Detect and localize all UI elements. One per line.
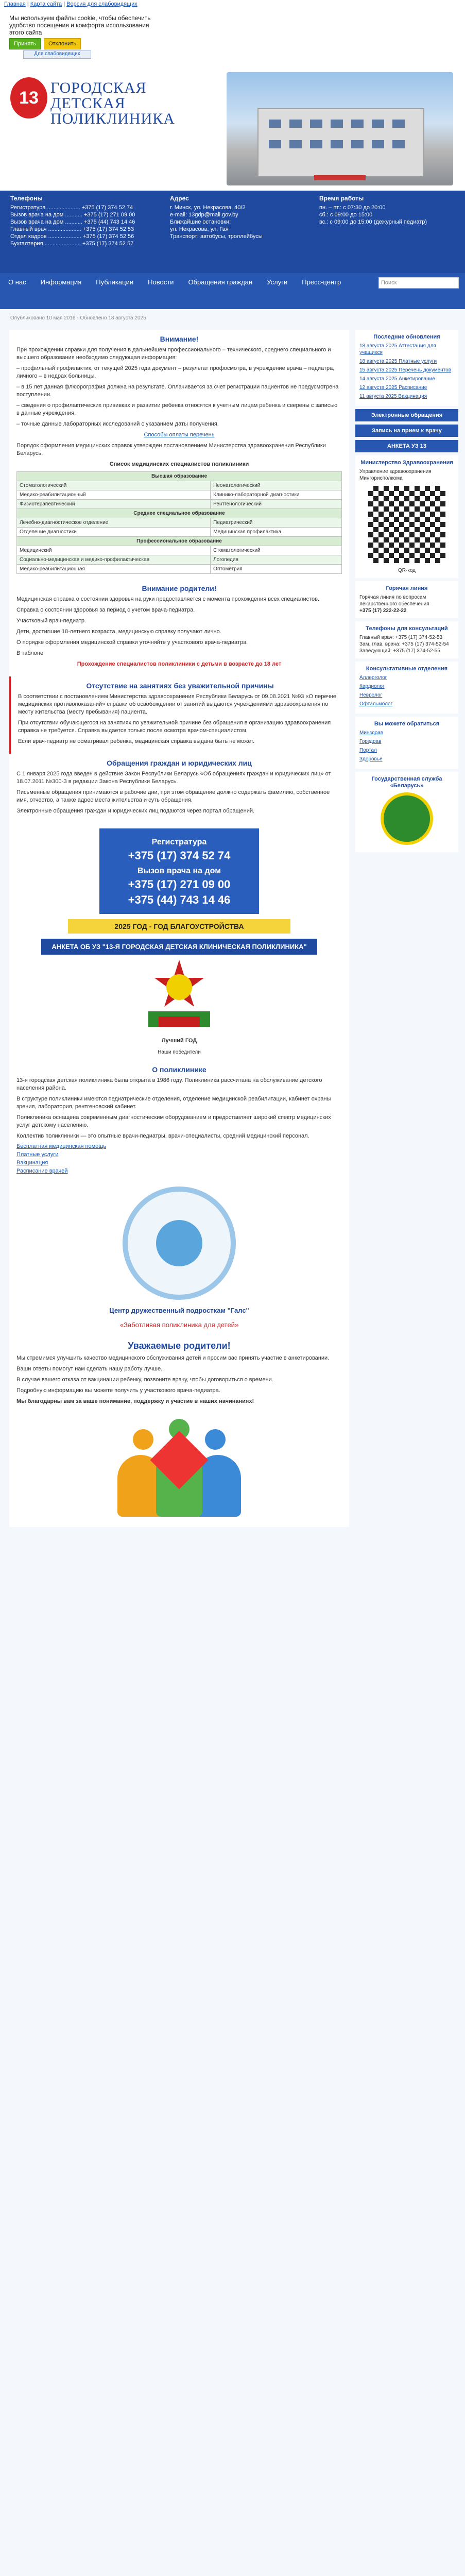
absence-paragraph: В соответствии с постановлением Министерства здравоохранения Республики Беларусь от 09.08.2021 №93 «О перечне медицинских противопоказаний» справки об освобождении от занятий выдаются учреждениями здравоохранения по месту жительства (месту пребывания) пациента. — [18, 693, 337, 715]
qr-label: QR-код — [398, 568, 416, 573]
hours-column — [319, 195, 458, 226]
doc-phone-line[interactable]: Заведующий: +375 (17) 374-52-55 — [359, 648, 440, 654]
attention-paragraph: – сведения о профилактических прививках и развитии ребенка относятся к учетным лицам ребенка и сверены с записью в данные учреждения. — [16, 402, 338, 416]
phones-column — [10, 195, 154, 247]
table-row — [17, 546, 342, 555]
registry-phone[interactable]: +375 (17) 374 52 74 — [128, 849, 231, 862]
low-vision-link[interactable]: Версия для слабовидящих — [66, 1, 137, 7]
attention2-paragraph: Участковый врач-педиатр. — [16, 618, 87, 624]
contact-info-bar — [0, 191, 465, 273]
history-paragraph: 13-я городская детская поликлиника была открыта в 1986 году. Поликлиника рассчитана на обслуживание детского населения района. — [16, 1077, 322, 1091]
history-title: О поликлинике — [152, 1065, 206, 1074]
table-row — [17, 537, 342, 546]
parents-closing: Мы благодарны вам за ваше понимание, поддержку и участие в наших начинаниях! — [16, 1398, 254, 1404]
hero-building-photo — [227, 72, 453, 185]
table-cell: Медико-реабилитационная — [17, 565, 211, 574]
home-call-label: Вызов врача на дом — [137, 867, 221, 875]
hotline-text: Горячая линия по вопросам лекарственного обеспечения — [359, 595, 429, 607]
survey-button[interactable]: АНКЕТА УЗ 13 — [355, 440, 458, 452]
news-item[interactable]: 18 августа 2025 Платные услуги — [359, 359, 437, 364]
table-row — [17, 509, 342, 518]
history-link[interactable]: Вакцинация — [16, 1160, 48, 1166]
news-item[interactable]: 14 августа 2025 Анкетирование — [359, 376, 435, 382]
attention2-paragraph: О порядке оформления медицинской справки уточняйте у участкового врача-педиатра. — [16, 639, 248, 646]
phone-line[interactable]: Вызов врача на дом ........... +375 (17) 271 09 00 — [10, 212, 135, 218]
phone-line[interactable]: Регистратура ..................... +375 (17) 374 52 74 — [10, 205, 133, 211]
resource-link[interactable]: Здоровье — [359, 756, 383, 762]
history-link[interactable]: Платные услуги — [16, 1151, 59, 1158]
table-cell: Медико-реабилитационный — [17, 490, 211, 500]
address-line: e-mail: 13gdp@mail.gov.by — [170, 212, 238, 218]
cookie-banner — [9, 14, 164, 49]
phone-line[interactable]: Бухгалтерия ....................... +375 (17) 374 52 57 — [10, 241, 134, 247]
ministry-block — [355, 455, 458, 578]
qr-code-icon[interactable] — [368, 486, 445, 563]
clinic-name — [50, 80, 215, 127]
doc-phone-line[interactable]: Главный врач: +375 (17) 374-52-53 — [359, 635, 443, 640]
consult-link[interactable]: Кардиолог — [359, 684, 385, 689]
attention2-paragraph: В таблоне — [16, 650, 44, 656]
main-content — [9, 330, 349, 1527]
news-item[interactable]: 18 августа 2025 Аттестация для учащихся — [359, 343, 436, 355]
table-cell: Физиотерапевтический — [17, 500, 211, 509]
attention-paragraph: При прохождении справки для получения в дальнейшем профессионального – технического, среднего специального и высшего образования необходимо следующая информация: — [16, 347, 331, 361]
attention2-paragraph: Дети, достигшие 18-летнего возраста, медицинскую справку получают лично. — [16, 629, 221, 635]
payment-link[interactable]: Способы оплаты перечень — [144, 432, 215, 438]
table-cell: Профессиональное образование — [17, 537, 342, 546]
attention-section — [9, 330, 349, 579]
history-paragraph: Коллектив поликлиники — это опытные врачи-педиатры, врачи-специалисты, средний медицинский персонал. — [16, 1133, 309, 1139]
resource-link[interactable]: Минздрав — [359, 730, 384, 736]
table-cell: Педиатрический — [211, 518, 342, 528]
resource-link[interactable]: Горздрав — [359, 739, 382, 744]
parents-paragraph: Мы стремимся улучшить качество медицинского обслуживания детей и просим вас принять участие в анкетировании. — [16, 1355, 330, 1361]
award-medal-image — [128, 960, 231, 1032]
cookie-text: Мы используем файлы cookie, чтобы обеспечить удобство посещения и комфорта использования этого сайта — [9, 14, 151, 36]
doc-phone-line[interactable]: Зам. глав. врача: +375 (17) 374-52-54 — [359, 641, 449, 647]
address-title: Адрес — [170, 195, 189, 202]
address-line: г. Минск, ул. Некрасова, 40/2 — [170, 205, 246, 211]
building-shape — [257, 108, 424, 177]
table-row — [17, 481, 342, 490]
parents-title: Уважаемые родители! — [128, 1341, 231, 1351]
resource-link[interactable]: Портал — [359, 748, 377, 753]
consult-link[interactable]: Офтальмолог — [359, 701, 393, 707]
parents-section — [9, 1335, 349, 1414]
nav-item-6[interactable]: Пресс-центр — [302, 278, 341, 286]
table-row — [17, 565, 342, 574]
absence-title: Отсутствие на занятиях без уважительной причины — [86, 682, 274, 690]
consult-block — [355, 662, 458, 714]
table-row — [17, 490, 342, 500]
table-caption: Список медицинских специалистов поликлиники — [109, 461, 249, 467]
history-section — [9, 1060, 349, 1181]
table-cell: Среднее специальное образование — [17, 509, 342, 518]
home-link[interactable]: Главная — [4, 1, 26, 7]
news-title: Последние обновления — [373, 334, 440, 340]
attention2-note: Прохождение специалистов поликлиники с детьми в возрасте до 18 лет — [77, 661, 282, 667]
emblem-ring — [123, 1187, 236, 1300]
clinic-name-line-2: ДЕТСКАЯ — [50, 95, 126, 112]
family-illustration — [97, 1419, 262, 1522]
table-row — [17, 472, 342, 481]
attention-title: Внимание! — [160, 335, 199, 343]
nav-item-2[interactable]: Публикации — [96, 278, 134, 286]
phones-title: Телефоны — [10, 195, 43, 202]
consult-link[interactable]: Аллерголог — [359, 675, 387, 681]
survey-banner[interactable]: АНКЕТА ОБ УЗ "13-Я ГОРОДСКАЯ ДЕТСКАЯ КЛИНИЧЕСКАЯ ПОЛИКЛИНИКА" — [41, 939, 317, 955]
table-cell: Логопедия — [211, 555, 342, 565]
news-item[interactable]: 11 августа 2025 Вакцинация — [359, 394, 427, 399]
cookie-decline-button[interactable]: Отклонить — [44, 38, 81, 49]
search-input[interactable]: Поиск — [378, 277, 459, 289]
nav-item-3[interactable]: Новости — [148, 278, 174, 286]
sidebar — [355, 330, 458, 855]
specialties-table — [16, 471, 342, 574]
gov-service-title: Государственная служба «Беларусь» — [371, 776, 442, 789]
table-row — [17, 518, 342, 528]
history-paragraph: В структуре поликлиники имеются педиатрические отделения, отделение медицинской реабилитации, кабинет охраны зрения, лаборатория, рентгеновский кабинет. — [16, 1096, 331, 1110]
clinic-logo[interactable] — [10, 77, 47, 118]
news-item[interactable]: 15 августа 2025 Перечень документов — [359, 367, 452, 373]
attention2-title: Внимание родители! — [142, 584, 217, 592]
address-column — [170, 195, 304, 240]
hotline-block — [355, 581, 458, 618]
news-item[interactable]: 12 августа 2025 Расписание — [359, 385, 427, 391]
registry-label: Регистратура — [151, 838, 207, 846]
registry-phones-box — [99, 828, 259, 914]
hours-title: Время работы — [319, 195, 364, 202]
attention-paragraph: – профильный профилактик, от текущей 2025 года документ – результат профосмотра, в учреждение врача – педиатра, личного – в недрах больницы. — [16, 365, 335, 379]
citizens-paragraph: С 1 января 2025 года введен в действие Закон Республики Беларусь «Об обращениях граждан и юридических лиц» от 18.07.2011 №300-З в редакции Закона Республики Беларусь. — [16, 771, 331, 785]
attention2-section — [9, 579, 349, 676]
note-paragraph: Порядок оформления медицинских справок утвержден постановлением Министерства здравоохранения Республики Беларусь. — [16, 443, 326, 456]
phone-line[interactable]: Вызов врача на дом ........... +375 (44) 743 14 46 — [10, 219, 135, 225]
teen-center-title[interactable]: Центр дружественный подросткам "Галс" — [109, 1307, 249, 1314]
nav-item-5[interactable]: Услуги — [267, 278, 288, 286]
citizens-paragraph: Письменные обращения принимаются в рабочие дни, при этом обращение должно содержать фамилию, собственное имя, отчество, а также адрес места жительства и суть обращения. — [16, 789, 330, 803]
clinic-slogan: «Заботливая поликлиника для детей» — [119, 1321, 239, 1329]
table-cell: Стоматологический — [17, 481, 211, 490]
hotline-title: Горячая линия — [386, 585, 428, 591]
sitemap-link[interactable]: Карта сайта — [30, 1, 62, 7]
phone-line[interactable]: Отдел кадров ..................... +375 (17) 374 52 56 — [10, 233, 134, 240]
parents-paragraph: Подробную информацию вы можете получить у участкового врача-педиатра. — [16, 1387, 220, 1394]
table-cell: Клинико-лабораторной диагностики — [211, 490, 342, 500]
attention-paragraph: – точные данные лабораторных исследований с указанием даты получения. — [16, 421, 219, 427]
address-line: Транспорт: автобусы, троллейбусы — [170, 233, 263, 240]
clinic-name-line-1: ГОРОДСКАЯ — [50, 79, 147, 96]
attention-paragraph: – в 15 лет данная флюорография должна на результате. Оплачивается за счет регистрации пациентов не предусмотрена поступлении. — [16, 384, 339, 398]
page-meta: Опубликовано 10 мая 2016 - Обновлено 18 августа 2025 — [10, 315, 146, 321]
top-bar — [0, 0, 465, 67]
absence-paragraph: Если врач-педиатр не осматривал ребенка, медицинская справка выдана быть не может. — [18, 738, 255, 744]
gov-service-block — [355, 772, 458, 852]
appointment-button[interactable]: Запись на прием к врачу — [355, 425, 458, 437]
address-line: Ближайшие остановки: — [170, 219, 231, 225]
history-paragraph: Поликлиника оснащена современным диагностическим оборудованием и предоставляет широкий спектр медицинских услуг детскому населению. — [16, 1114, 331, 1128]
address-line: ул. Некрасова, ул. Гая — [170, 226, 229, 232]
hotline-phone[interactable]: +375 (17) 222-22-22 — [359, 608, 407, 614]
table-row — [17, 528, 342, 537]
hours-line: сб.: с 09:00 до 15:00 — [319, 212, 373, 218]
home-call-phone-2[interactable]: +375 (44) 743 14 46 — [128, 893, 231, 906]
year-banner[interactable]: 2025 ГОД - ГОД БЛАГОУСТРОЙСТВА — [68, 919, 290, 934]
table-row — [17, 500, 342, 509]
cookie-accept-button[interactable]: Принять — [9, 38, 41, 49]
table-cell: Оптометрия — [211, 565, 342, 574]
table-cell: Медицинский — [17, 546, 211, 555]
citizens-title: Обращения граждан и юридических лиц — [107, 759, 252, 767]
hours-line: пн. – пт.: с 07:30 до 20:00 — [319, 205, 386, 211]
table-cell: Лечебно-диагностическое отделение — [17, 518, 211, 528]
interesting-block — [355, 717, 458, 769]
main-navigation — [0, 273, 465, 309]
clinic-name-line-3: ПОЛИКЛИНИКА — [50, 110, 175, 127]
consult-title: Консультативные отделения — [366, 666, 448, 672]
consult-link[interactable]: Невролог — [359, 692, 383, 698]
ministry-text: Управление здравоохранения Мингорисполкома — [359, 469, 432, 481]
table-cell: Рентгенологический — [211, 500, 342, 509]
site-header — [0, 67, 465, 191]
attention2-paragraph: Справка о состоянии здоровья за период с учетом врача-педиатра. — [16, 607, 195, 613]
table-cell: Неонатологический — [211, 481, 342, 490]
medal-subtitle: Наши победители — [158, 1049, 201, 1055]
top-links: Главная | Карта сайта | Версия для слабовидящих — [4, 1, 137, 7]
table-cell: Стоматологический — [211, 546, 342, 555]
accessibility-button[interactable]: Для слабовидящих — [23, 50, 91, 59]
history-link[interactable]: Бесплатная медицинская помощь — [16, 1143, 107, 1149]
dolphin-icon — [156, 1220, 202, 1266]
state-emblem-icon[interactable] — [381, 792, 433, 845]
building-sign — [314, 175, 366, 180]
phones-doc-block — [355, 621, 458, 658]
nav-item-0[interactable]: О нас — [8, 278, 26, 286]
table-cell: Социально-медицинская и медико-профилактическая — [17, 555, 211, 565]
nav-item-1[interactable]: Информация — [40, 278, 82, 286]
attention2-paragraph: Медицинская справка о состоянии здоровья на руки предоставляется с момента прохождения всех специалистов. — [16, 596, 320, 602]
absence-section — [9, 676, 349, 754]
logo-symbol: 13 — [19, 88, 39, 108]
table-cell: Отделение диагностики — [17, 528, 211, 537]
citizens-section — [9, 754, 349, 823]
table-row — [17, 555, 342, 565]
interesting-title: Вы можете обратиться — [374, 721, 440, 727]
hours-line: вс.: с 09:00 до 15:00 (дежурный педиатр) — [319, 219, 427, 225]
absence-paragraph: При отсутствии обучающегося на занятиях по уважительной причине без обращения в организацию здравоохранения справка не требуется. Справка выдается только после осмотра врачом-специалистом. — [18, 720, 331, 734]
phones-doc-title: Телефоны для консультаций — [366, 625, 448, 632]
news-block — [355, 330, 458, 406]
phone-line[interactable]: Главный врач ..................... +375 (17) 374 52 53 — [10, 226, 134, 232]
table-cell: Медицинская профилактика — [211, 528, 342, 537]
nav-item-4[interactable]: Обращения граждан — [188, 278, 253, 286]
ribbon-stripe-icon — [159, 1016, 200, 1027]
teen-center-emblem — [123, 1187, 236, 1300]
parents-paragraph: В случае вашего отказа от вакцинации ребенку, позвоните врачу, чтобы договориться о времени. — [16, 1377, 273, 1383]
medal-circle-icon — [166, 974, 192, 1000]
parents-paragraph: Ваши ответы помогут нам сделать нашу работу лучше. — [16, 1366, 163, 1372]
home-call-phone-1[interactable]: +375 (17) 271 09 00 — [128, 878, 231, 891]
history-link[interactable]: Расписание врачей — [16, 1168, 68, 1174]
citizens-paragraph: Электронные обращения граждан и юридических лиц подаются через портал обращений. — [16, 808, 255, 814]
ministry-title: Министерство Здравоохранения — [360, 460, 453, 466]
appeal-button[interactable]: Электронные обращения — [355, 409, 458, 421]
table-cell: Высшая образование — [17, 472, 342, 481]
medal-caption: Лучший ГОД — [161, 1038, 197, 1044]
